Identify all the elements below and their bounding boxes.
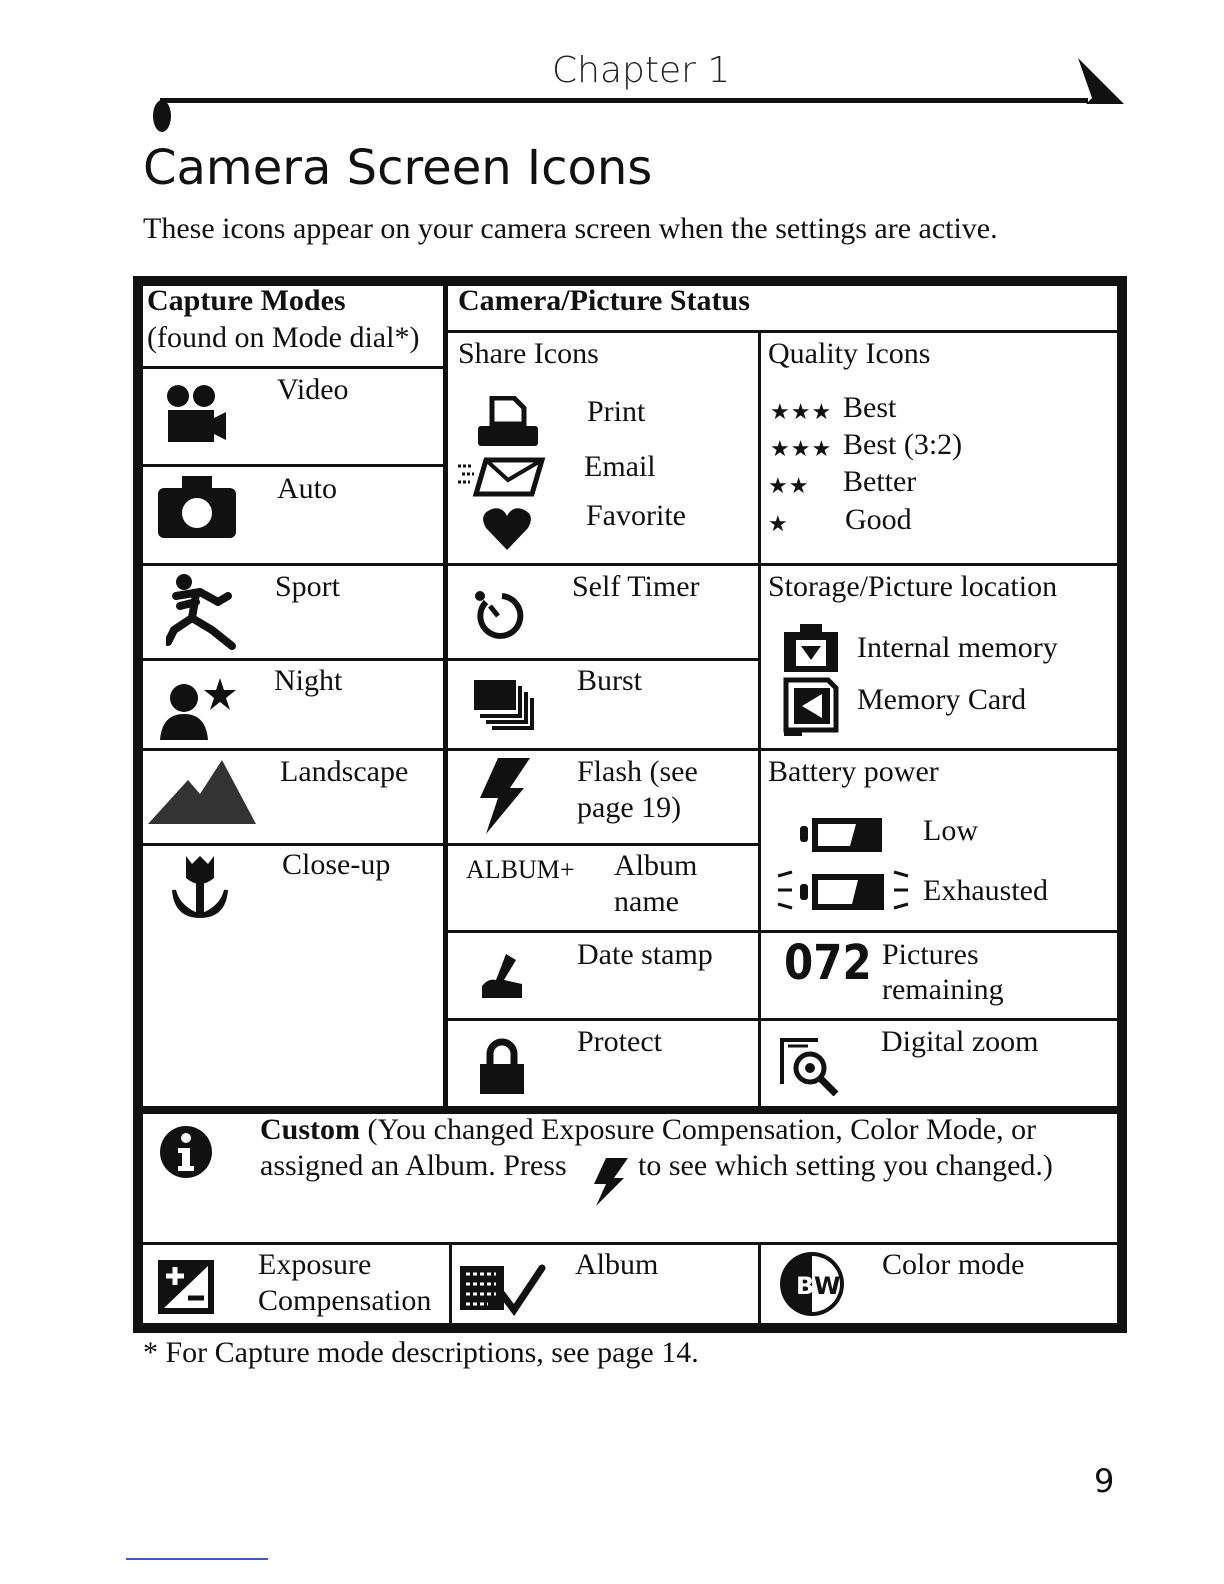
share-item-label: Favorite bbox=[586, 499, 686, 532]
divider bbox=[143, 563, 445, 566]
divider bbox=[448, 748, 1117, 751]
divider bbox=[448, 330, 1117, 333]
intro-text: These icons appear on your camera screen when the settings are active. bbox=[143, 212, 998, 245]
color-mode-icon bbox=[776, 1250, 848, 1318]
capture-item-label: Night bbox=[274, 664, 343, 697]
memory-card-icon bbox=[782, 676, 840, 738]
divider bbox=[448, 658, 760, 661]
capture-column-divider bbox=[443, 286, 448, 1110]
protect-label: Protect bbox=[577, 1025, 662, 1058]
divider bbox=[448, 843, 760, 846]
exposure-label-line2: Compensation bbox=[258, 1284, 432, 1317]
quality-label: Best bbox=[843, 391, 897, 424]
share-icons-heading: Share Icons bbox=[458, 337, 599, 370]
battery-heading: Battery power bbox=[768, 755, 939, 788]
custom-description-line2-a: assigned an Album. Press bbox=[260, 1149, 567, 1182]
video-camera-icon bbox=[164, 384, 228, 444]
date-stamp-icon bbox=[478, 950, 528, 1002]
battery-low-label: Low bbox=[923, 814, 978, 847]
capture-modes-subheading: (found on Mode dial*) bbox=[147, 321, 420, 354]
status-column-divider bbox=[758, 331, 761, 1110]
burst-icon bbox=[472, 678, 538, 732]
divider bbox=[448, 930, 1117, 933]
album-name-line2: name bbox=[614, 885, 679, 918]
flash-label-line1: Flash (see bbox=[577, 755, 698, 788]
capture-item-label: Close-up bbox=[282, 848, 391, 881]
capture-item-label: Video bbox=[277, 373, 349, 406]
memory-card-label: Memory Card bbox=[857, 683, 1027, 716]
capture-modes-heading: Capture Modes bbox=[147, 284, 346, 317]
envelope-icon bbox=[456, 456, 546, 498]
internal-memory-label: Internal memory bbox=[857, 631, 1058, 664]
header-rule bbox=[160, 98, 1088, 103]
capture-item-label: Auto bbox=[277, 472, 337, 505]
custom-col-divider-1 bbox=[449, 1244, 452, 1324]
battery-exhausted-label: Exhausted bbox=[923, 874, 1048, 907]
internal-memory-icon bbox=[782, 622, 840, 674]
custom-text: (You changed Exposure Compensation, Color Mode, or bbox=[367, 1113, 1037, 1146]
mountains-icon bbox=[148, 758, 256, 826]
person-star-icon bbox=[158, 676, 238, 742]
info-icon bbox=[158, 1124, 214, 1180]
custom-col-divider-2 bbox=[758, 1244, 761, 1324]
printer-icon bbox=[476, 396, 540, 448]
quality-stars: ★ bbox=[768, 512, 789, 537]
digital-zoom-label: Digital zoom bbox=[881, 1025, 1039, 1058]
album-label: Album bbox=[575, 1248, 659, 1281]
flash-button-icon bbox=[590, 1156, 630, 1208]
footnote: * For Capture mode descriptions, see page 14. bbox=[143, 1336, 699, 1369]
quality-icons-heading: Quality Icons bbox=[768, 337, 931, 370]
page-number: 9 bbox=[1094, 1462, 1115, 1500]
header-rule-dot bbox=[153, 100, 171, 132]
album-name-line1: Album bbox=[614, 849, 698, 882]
self-timer-icon bbox=[472, 588, 524, 640]
divider bbox=[143, 748, 445, 751]
album-tag: ALBUM+ bbox=[466, 855, 575, 884]
digital-zoom-icon bbox=[778, 1032, 842, 1096]
bottom-underline bbox=[126, 1558, 268, 1560]
divider bbox=[143, 843, 445, 846]
quality-label: Best (3:2) bbox=[843, 428, 963, 461]
share-item-label: Email bbox=[584, 450, 656, 483]
custom-title: Custom bbox=[260, 1113, 361, 1146]
bw-badge-w: W bbox=[814, 1272, 841, 1300]
custom-description-line1 bbox=[260, 1112, 1036, 1148]
chapter-label: Chapter 1 bbox=[552, 50, 731, 91]
quality-label: Good bbox=[845, 503, 912, 536]
battery-exhausted-icon bbox=[776, 866, 910, 918]
battery-low-icon bbox=[798, 816, 884, 854]
self-timer-label: Self Timer bbox=[572, 570, 700, 603]
capture-item-label: Sport bbox=[275, 570, 341, 603]
divider bbox=[143, 658, 445, 661]
status-heading: Camera/Picture Status bbox=[458, 284, 750, 317]
tulip-icon bbox=[172, 854, 228, 920]
exposure-label-line1: Exposure bbox=[258, 1248, 372, 1281]
pictures-count: 072 bbox=[784, 933, 872, 991]
storage-heading: Storage/Picture location bbox=[768, 570, 1058, 603]
pictures-label-line2: remaining bbox=[882, 973, 1004, 1006]
date-stamp-label: Date stamp bbox=[577, 938, 713, 971]
flash-label-line2: page 19) bbox=[577, 791, 682, 824]
quality-stars: ★★★ bbox=[770, 437, 833, 462]
burst-label: Burst bbox=[577, 664, 643, 697]
running-person-icon bbox=[166, 572, 238, 650]
exposure-compensation-icon bbox=[156, 1258, 216, 1316]
capture-item-label: Landscape bbox=[280, 755, 409, 788]
divider bbox=[448, 1018, 1117, 1021]
color-mode-label: Color mode bbox=[882, 1248, 1025, 1281]
chapter-arrow-icon bbox=[1076, 56, 1126, 106]
lock-icon bbox=[478, 1038, 526, 1096]
quality-label: Better bbox=[843, 465, 917, 498]
camera-icon bbox=[156, 474, 238, 540]
page-title: Camera Screen Icons bbox=[143, 140, 653, 196]
pictures-label-line1: Pictures bbox=[882, 938, 979, 971]
album-icon bbox=[458, 1262, 546, 1316]
custom-row-divider bbox=[143, 1242, 1117, 1245]
quality-stars: ★★ bbox=[768, 474, 810, 499]
quality-stars: ★★★ bbox=[770, 400, 833, 425]
divider bbox=[143, 464, 445, 467]
divider bbox=[448, 563, 1117, 566]
bw-badge: B bbox=[796, 1272, 815, 1300]
share-item-label: Print bbox=[587, 395, 646, 428]
heart-icon bbox=[482, 506, 532, 552]
custom-description-line2-b: to see which setting you changed.) bbox=[638, 1149, 1053, 1182]
divider bbox=[143, 366, 445, 369]
flash-icon bbox=[476, 756, 532, 836]
